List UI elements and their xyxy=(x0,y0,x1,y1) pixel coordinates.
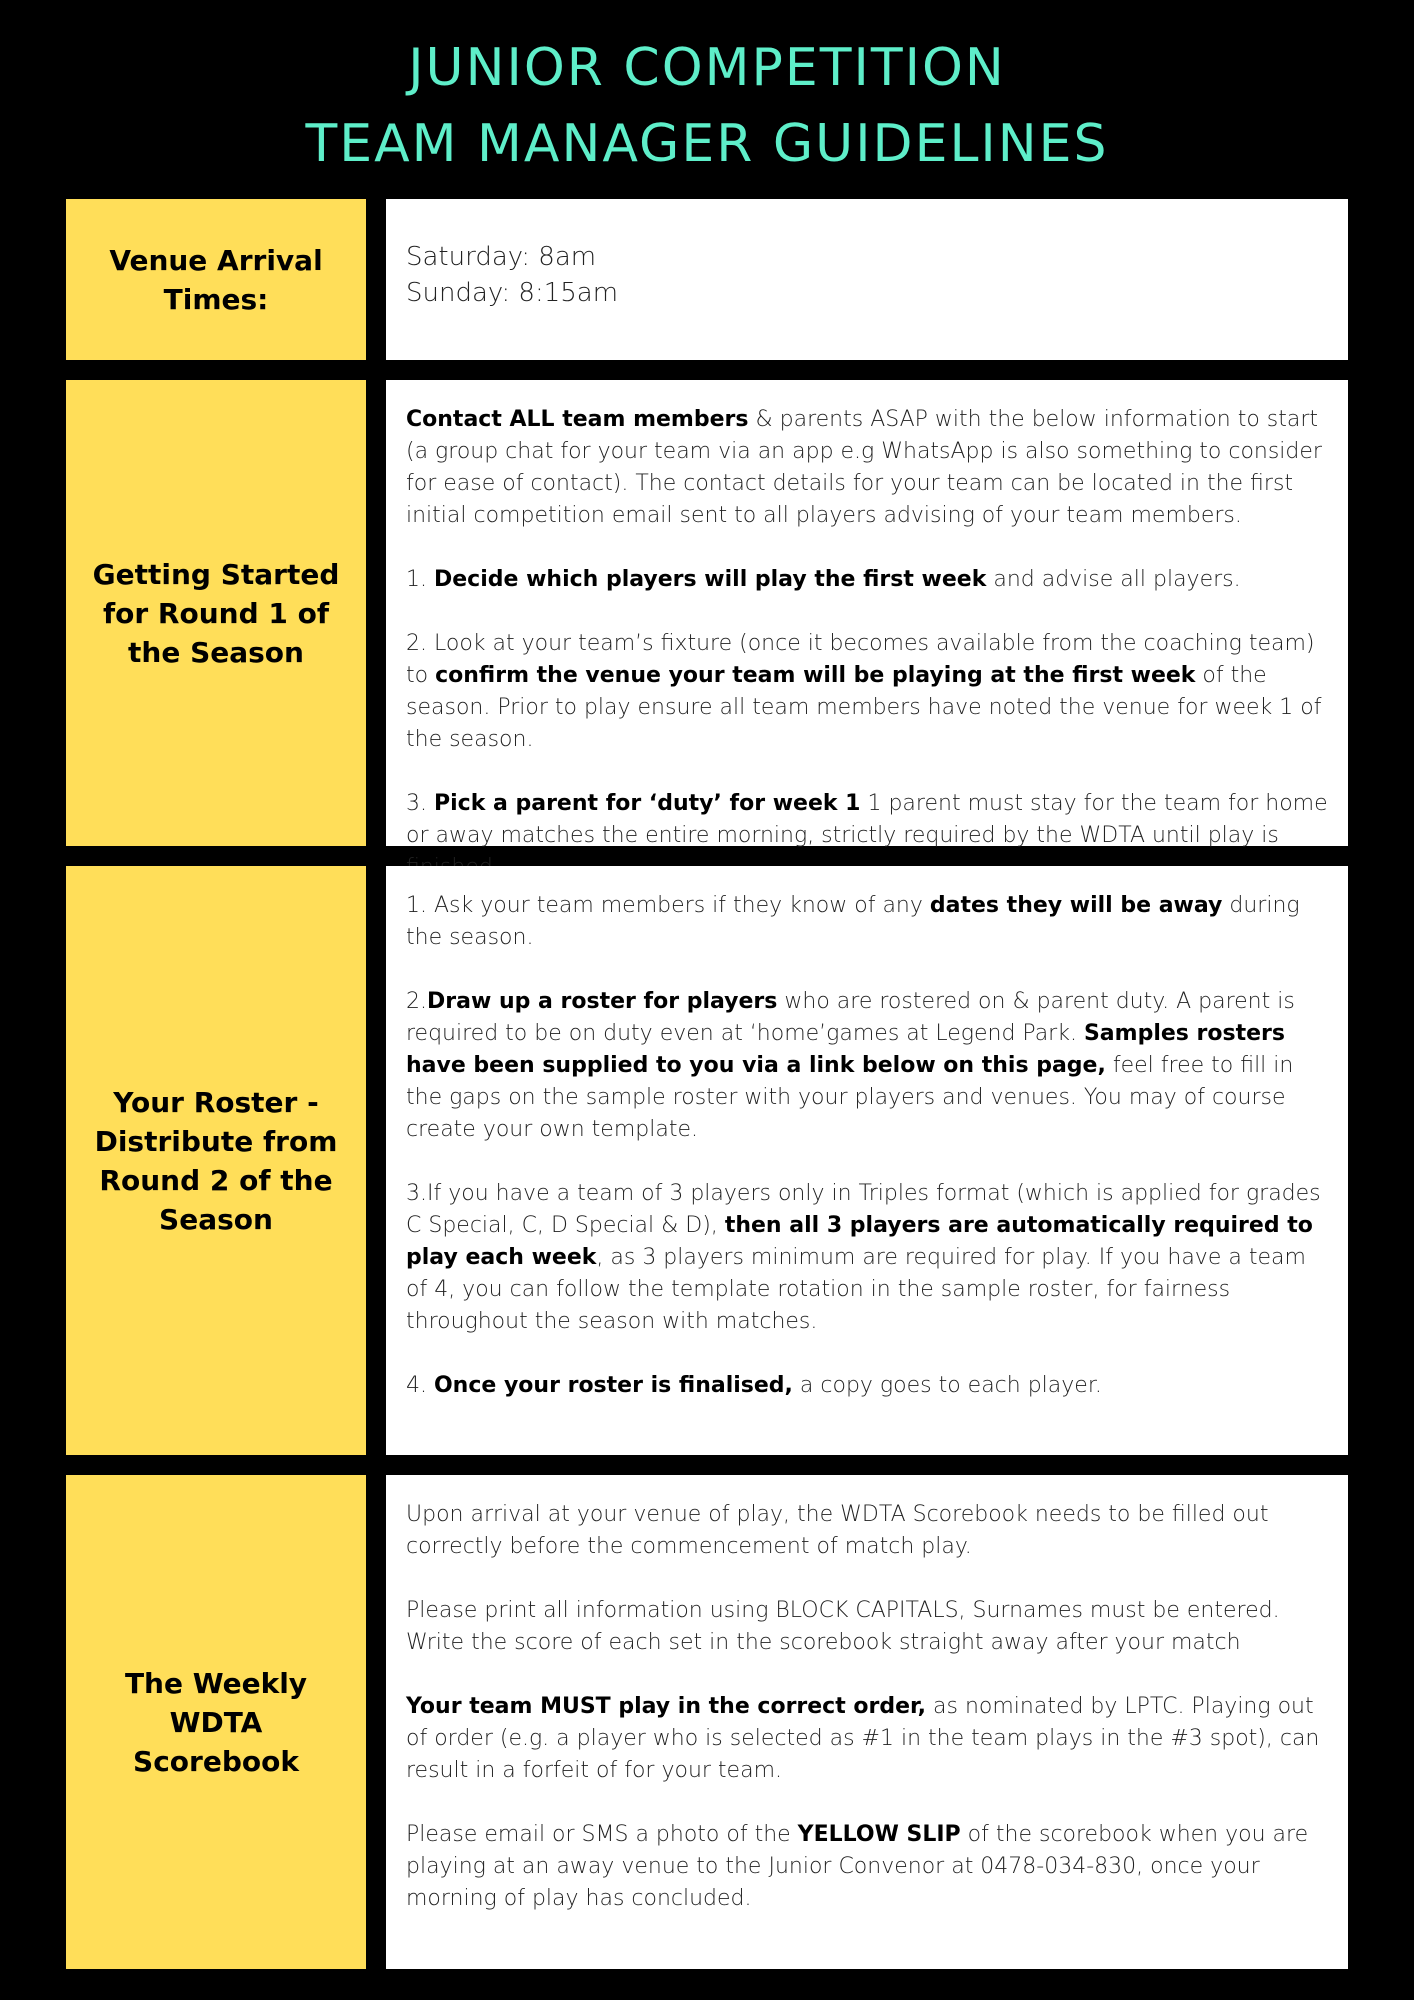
section-label: The Weekly WDTA Scorebook xyxy=(124,1666,308,1778)
paragraph xyxy=(406,1178,1328,1338)
page-title xyxy=(0,30,1414,182)
bold-text: then all 3 players are automatically required to play each week xyxy=(406,1213,1313,1270)
paragraph xyxy=(406,1691,1328,1787)
section-content xyxy=(386,866,1348,1455)
text: of the scorebook when you are playing at an away venue to the Junior Convenor at 0478-034-830, once your morning of play has concluded. xyxy=(406,1822,1309,1911)
section-content xyxy=(386,380,1348,846)
text: who are rostered on & parent duty. A parent is required to be on duty even at ‘home’games at Legend Park. xyxy=(406,989,1295,1046)
bold-text: Once your roster is finalised, xyxy=(433,1373,793,1398)
text: Please email or SMS a photo of the xyxy=(406,1822,798,1847)
text: & parents ASAP with the below information to start (a group chat for your team via an app e.g WhatsApp is also something to consider for ease of contact). The contact details for your team can be located in the first initial competition email sent to all players advising of your team members. xyxy=(406,407,1322,528)
paragraph xyxy=(406,628,1328,756)
section-label: Getting Started for Round 1 of the Season xyxy=(92,557,340,669)
section-arrival-times xyxy=(66,199,1348,360)
paragraph xyxy=(406,564,1328,596)
item-number: 4. xyxy=(406,1373,434,1398)
text: , as 3 players minimum are required for play. If you have a team of 4, you can follow the template rotation in the sample roster, for fairness throughout the season with matches. xyxy=(406,1245,1306,1334)
item-number: 1. xyxy=(406,567,434,592)
text: a copy goes to each player. xyxy=(792,1373,1102,1398)
text: Upon arrival at your venue of play, the WDTA Scorebook needs to be filled out correctly before the commencement of match play. xyxy=(406,1502,1269,1559)
bold-text: confirm the venue your team will be playing at the first week xyxy=(435,663,1196,688)
paragraph xyxy=(406,1819,1328,1915)
bold-text: YELLOW SLIP xyxy=(797,1822,961,1847)
bold-text: Samples rosters have been supplied to you via a link below on this page, xyxy=(406,1021,1285,1078)
text: and advise all players. xyxy=(986,567,1241,592)
paragraph xyxy=(406,890,1328,954)
section-label: Venue Arrival Times: xyxy=(109,243,323,316)
bold-text: Pick a parent for ‘duty’ for week 1 xyxy=(433,791,861,816)
section-scorebook xyxy=(66,1475,1348,1969)
paragraph xyxy=(406,1370,1328,1402)
item-number: 3. xyxy=(406,791,434,816)
text: as nominated by LPTC. Playing out of order (e.g. a player who is selected as #1 in the team plays in the #3 spot), can result in a forfeit of for your team. xyxy=(406,1694,1320,1783)
text: feel free to fill in the gaps on the sample roster with your players and venues. You may of course create your own template. xyxy=(406,1053,1294,1142)
title-line-2: TEAM MANAGER GUIDELINES xyxy=(305,114,1109,174)
bold-text: Draw up a roster for players xyxy=(427,989,778,1014)
section-content xyxy=(386,199,1348,360)
paragraph xyxy=(406,404,1328,532)
bold-text: dates they will be away xyxy=(929,893,1223,918)
text: 2. Look at your team’s fixture (once it becomes available from the coaching team) to xyxy=(406,631,1315,688)
item-number: 2. xyxy=(406,989,427,1014)
section-label: Your Roster - Distribute from Round 2 of the Season xyxy=(94,1085,338,1236)
text: of the season. Prior to play ensure all team members have noted the venue for week 1 of the season. xyxy=(406,663,1322,752)
section-label-cell xyxy=(66,199,366,360)
section-label-cell xyxy=(66,380,366,846)
paragraph xyxy=(406,986,1328,1146)
section-label-cell xyxy=(66,866,366,1455)
paragraph xyxy=(406,1499,1328,1563)
section-content xyxy=(386,1475,1348,1969)
text: 1. Ask your team members if they know of any xyxy=(406,893,930,918)
bold-text: Decide which players will play the first week xyxy=(433,567,987,592)
sunday-time: Sunday: 8:15am xyxy=(406,278,619,308)
text: 1 parent must stay for the team for home or away matches the entire morning, strictly required by the WDTA until play is xyxy=(406,791,1328,848)
text: Please print all information using BLOCK CAPITALS, Surnames must be entered. Write the score of each set in the scorebook straight away after your match xyxy=(406,1598,1280,1655)
section-label-cell xyxy=(66,1475,366,1969)
text: 3.If you have a team of 3 players only in Triples format (which is applied for grades C Special, C, D Special & D), xyxy=(406,1181,1321,1238)
saturday-time: Saturday: 8am xyxy=(406,242,597,272)
section-getting-started xyxy=(66,380,1348,846)
bold-text: Your team MUST play in the correct order, xyxy=(406,1694,927,1719)
section-roster xyxy=(66,866,1348,1455)
bold-text: Contact ALL team members xyxy=(406,407,749,432)
title-line-1: JUNIOR COMPETITION xyxy=(408,38,1006,98)
paragraph xyxy=(406,1595,1328,1659)
text: during the season. xyxy=(406,893,1300,950)
